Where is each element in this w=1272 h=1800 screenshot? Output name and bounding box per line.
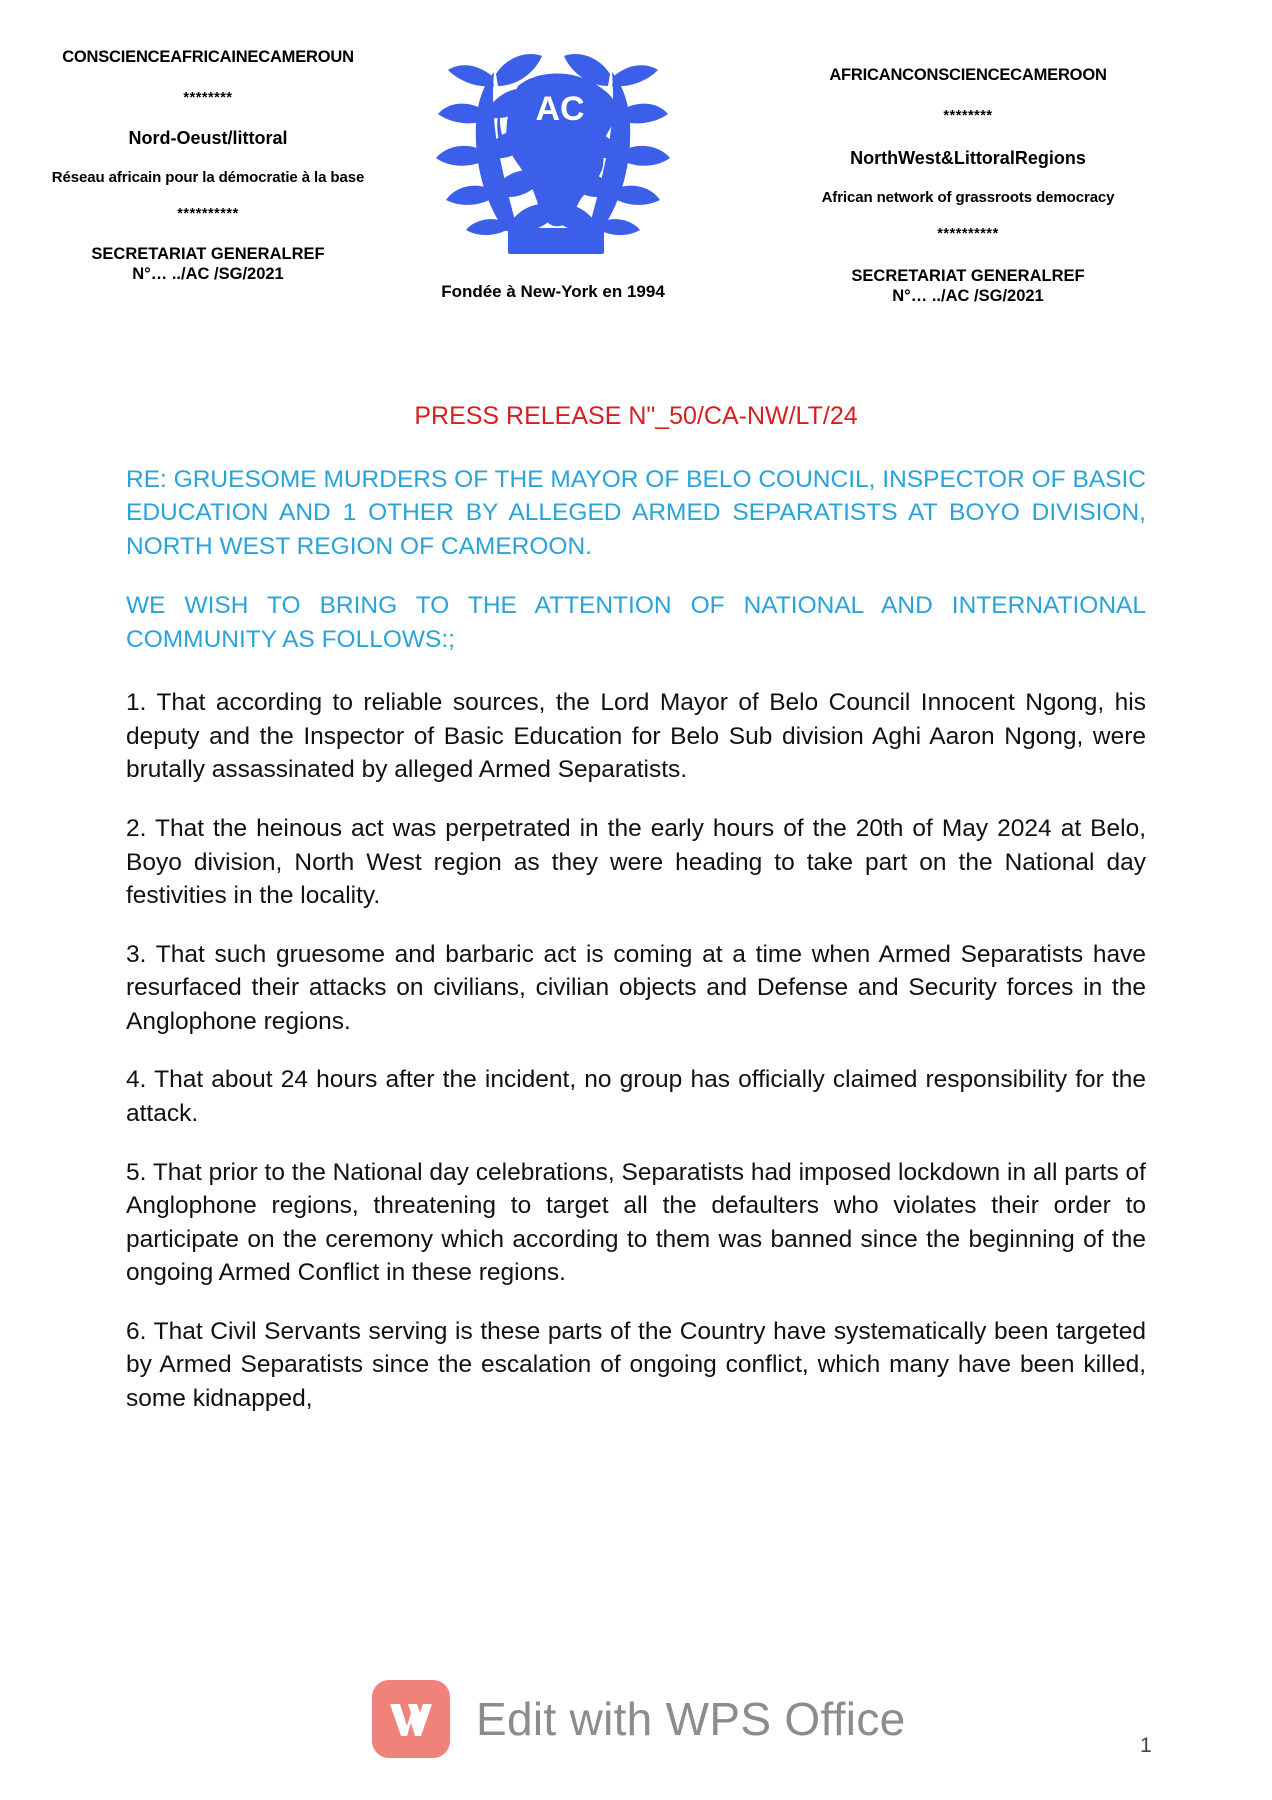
logo-base-bar (508, 228, 604, 254)
divider-stars-top-right: ******** (943, 107, 993, 124)
letterhead-left-column (8, 48, 408, 285)
wps-watermark-label: Edit with WPS Office (476, 1693, 906, 1745)
document-body (126, 400, 1146, 1415)
body-paragraph-1: 1. That according to reliable sources, the Lord Mayor of Belo Council Innocent Ngong, his deputy and the Inspector of Basic Education for Belo Sub division Aghi Aaron Ngong, were brutally assassinated by alleged Armed Separatists. (126, 689, 1146, 784)
wps-w-glyph (386, 1696, 436, 1742)
logo-monogram: AC (535, 90, 585, 128)
attention-line: WE WISH TO BRING TO THE ATTENTION OF NATIONAL AND INTERNATIONAL COMMUNITY AS FOLLOWS:; (126, 592, 1146, 653)
reference-number-left: N°… ../AC /SG/2021 (132, 265, 284, 284)
logo-caption: Fondée à New-York en 1994 (441, 282, 665, 301)
body-paragraph-2: 2. That the heinous act was perpetrated in the early hours of the 20th of May 2024 at Belo, Boyo division, North West region as they were heading to take part on the National day festivities in the locality. (126, 815, 1146, 910)
letterhead (0, 0, 1272, 360)
divider-stars-bottom-right: ********** (937, 225, 999, 242)
logo-svg (408, 46, 698, 261)
subject-line: RE: GRUESOME MURDERS OF THE MAYOR OF BELO COUNCIL, INSPECTOR OF BASIC EDUCATION AND 1 OTHER BY ALLEGED ARMED SEPARATISTS AT BOYO DIVISION, NORTH WEST REGION OF CAMEROON. (126, 465, 1146, 560)
body-paragraph-4: 4. That about 24 hours after the incident, no group has officially claimed responsibility for the attack. (126, 1066, 1146, 1127)
divider-stars-top-left: ******** (183, 89, 233, 106)
letterhead-right-column (762, 48, 1174, 307)
secretariat-label-left: SECRETARIAT GENERALREF (91, 244, 325, 263)
region-english: NorthWest&LittoralRegions (850, 147, 1086, 168)
tagline-english: African network of grassroots democracy (821, 188, 1115, 206)
press-release-title: PRESS RELEASE N"_50/CA-NW/LT/24 (414, 402, 858, 430)
region-french: Nord-Oeust/littoral (128, 127, 288, 148)
wps-watermark[interactable] (0, 1680, 1272, 1800)
secretariat-label-right: SECRETARIAT GENERALREF (851, 266, 1085, 285)
organization-logo (408, 46, 698, 261)
page-number: 1 (1140, 1734, 1152, 1757)
org-name-english: AFRICANCONSCIENCECAMEROON (829, 66, 1107, 84)
body-paragraph-3: 3. That such gruesome and barbaric act is coming at a time when Armed Separatists have resurfaced their attacks on civilians, civilian objects and Defense and Security forces in the Anglophone regions. (126, 940, 1146, 1035)
org-name-french: CONSCIENCEAFRICAINECAMEROUN (62, 48, 354, 66)
body-paragraph-6: 6. That Civil Servants serving is these parts of the Country have systematically been targeted by Armed Separatists since the escalation of ongoing conflict, which many have been killed, some kidnapped, (126, 1317, 1146, 1412)
body-paragraph-5: 5. That prior to the National day celebrations, Separatists had imposed lockdown in all parts of Anglophone regions, threatening to target all the defaulters who violates their order to participate on the ceremony which according to them was banned since the beginning of the ongoing Armed Conflict in these regions. (126, 1158, 1146, 1287)
tagline-french: Réseau africain pour la démocratie à la base (51, 168, 365, 186)
wps-logo-icon (372, 1680, 450, 1758)
reference-number-right: N°… ../AC /SG/2021 (892, 287, 1044, 306)
divider-stars-bottom-left: ********** (177, 205, 239, 222)
